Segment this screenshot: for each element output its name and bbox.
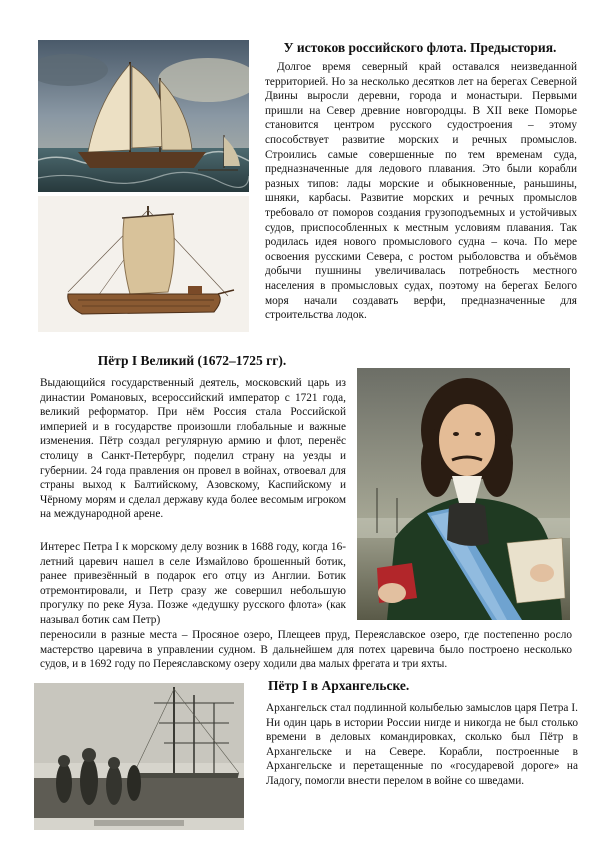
peter-boat-paragraph-continued: переносили в разные места – Просяное озеро, Плещеев пруд, Переяславское озеро, где постепенно росло мастерство царевича в управлении судном. В дальнейшем для потех царевича было построено несколько судов, и в 1692 году по Переяславскому озеру ходили два малых фрегата и три яхты. bbox=[40, 629, 572, 671]
arkhangelsk-engraving-image bbox=[34, 683, 244, 830]
peter-fleet-interest-paragraph: Интерес Петра I к морскому делу возник в 1688 году, когда 16-летний царевич нашел в селе Измайлово брошенный ботик, ранее привезённый в подарок его отцу из Англии. Ботик отремонтировали, и Петр сразу же совершил небольшую прогулку по реке Яуза. Позже «дедушку русского флота» (как называл ботик сам Петр) bbox=[40, 541, 346, 626]
peter-biography-paragraph: Выдающийся государственный деятель, московский царь из династии Романовых, всероссийский император с 1721 года, великий реформатор. При нём Россия стала Российской империей и в государстве произошли глобальные и важные изменения. Пётр создал регулярную армию и флот, перенёс столицу в Санкт-Петербург, поделил страну на уезды и губернии. 24 года правления он провел в войнах, отвоевал для страны выход к Балтийскому, Азовскому, Каспийскому и Чёрному морям и сделал державу куда более весомым игроком на международной арене. bbox=[40, 377, 346, 521]
section-title-arkhangelsk: Пётр I в Архангельске. bbox=[268, 678, 410, 693]
peter-portrait-image bbox=[357, 368, 570, 620]
koch-model-image bbox=[38, 196, 249, 332]
section-title-origins: У истоков российского флота. Предыстория. bbox=[283, 40, 557, 55]
arkhangelsk-paragraph: Архангельск стал подлинной колыбелью замыслов царя Петра I. Ни один царь в истории России нигде и никогда не был столько времени в деловых командировках, сколько был Пётр в Архангельске и на Севере. Корабли, построенные в Архангельске и перетащенные по «государевой дороге» на Ладогу, помогли внести перелом в войне со шведами. bbox=[266, 702, 578, 787]
ship-painting-image bbox=[38, 40, 249, 192]
origins-paragraph: Долгое время северный край оставался неизведанной территорией. Но за несколько десятков лет на берегах Северной Двины выросли деревни, города и монастыри. Первыми пришли на Север древние новгородцы. В XII веке Поморье становится центром русского судостроения – этому способствует развитие морских и речных промыслов. Строились самые совершенные по тем временам суда, предназначенные для ледового плавания. Это были корабли разных типов: лады морские и обыкновенные, раньшины, шняки, карбасы. Развитие морских и речных промыслов требовало от поморов создания грузоподъемных и устойчивых судов, приспособленных к местным условиям плавания. Так родилась идея нового промыслового судна – коча. По мере освоения русскими Севера, с ростом рыболовства и объёмов добычи пушнины увеличивалась потребность местного населения в промысловых судах, поэтому на берегах Белого моря начали создавать верфи, предназначенные для строительства лодок. bbox=[265, 61, 577, 322]
section-title-peter-great: Пётр I Великий (1672–1725 гг). bbox=[97, 353, 287, 368]
